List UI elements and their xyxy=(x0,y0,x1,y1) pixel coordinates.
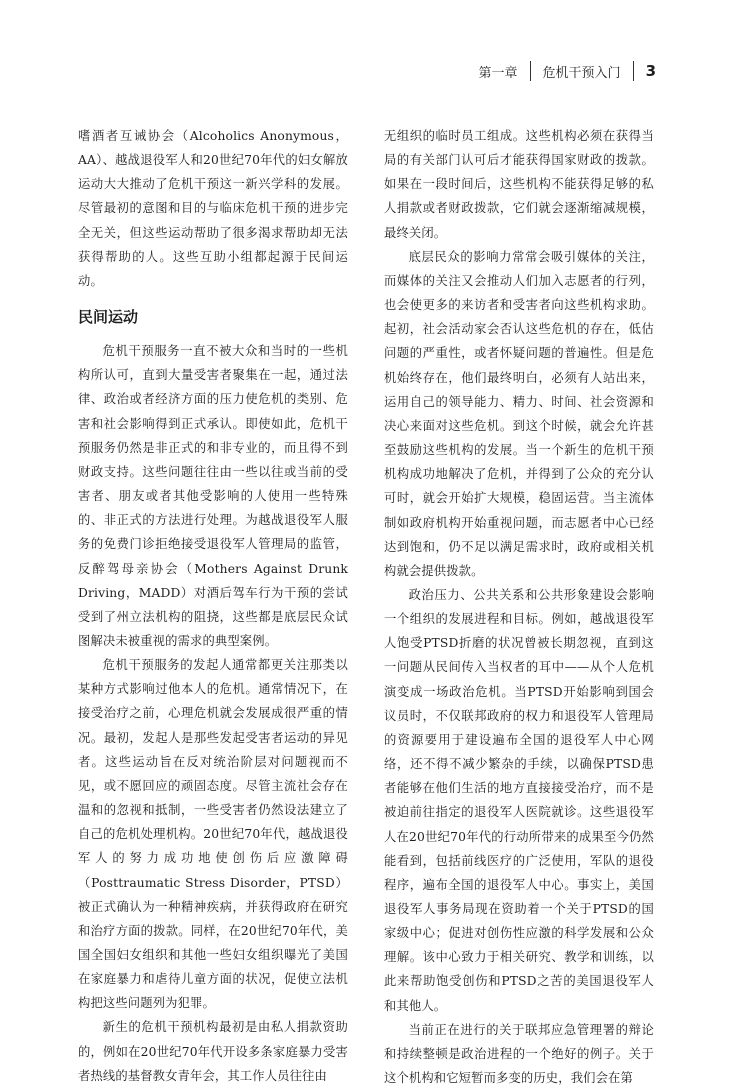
body-paragraph: 新生的危机干预机构最初是由私人捐款资助的，例如在20世纪70年代开设多条家庭暴力受害者热线的基督教女青年会，其工作人员往往由 xyxy=(78,1020,348,1083)
section-heading: 民间运动 xyxy=(78,308,139,327)
body-paragraph: 无组织的临时员工组成。这些机构必须在获得当局的有关部门认可后才能获得国家财政的拨款。如果在一段时间后，这些机构不能获得足够的私人捐款或者财政拨款，它们就会逐渐缩减规模，最终关闭。 xyxy=(384,129,654,240)
header-divider xyxy=(530,61,531,81)
left-column xyxy=(78,124,348,1088)
header-divider xyxy=(633,61,634,81)
body-paragraph: 危机干预服务一直不被大众和当时的一些机构所认可，直到大量受害者聚集在一起，通过法律、政治或者经济方面的压力使危机的类别、危害和社会影响得到正式承认。即使如此，危机干预服务仍然是非正式的和非专业的，而且得不到财政支持。这些问题往往由一些以往或当前的受害者、朋友或者其他受影响的人使用一些特殊的、非正式的方法进行处理。为越战退役军人服务的免费门诊拒绝接受退役军人管理局的监管，反醉驾母亲协会（Mothers Against Drunk Driving，MADD）对酒后驾车行为干预的尝试受到了州立法机构的阻挠，这些都是底层民众试图解决未被重视的需求的典型案例。 xyxy=(78,344,348,648)
page-number: 3 xyxy=(645,62,656,80)
chapter-label: 第一章 xyxy=(478,65,518,81)
body-paragraph: 底层民众的影响力常常会吸引媒体的关注，而媒体的关注又会推动人们加入志愿者的行列，也会使更多的来访者和受害者向这些机构求助。起初，社会活动家会否认这些危机的存在，低估问题的严重性，或者怀疑问题的普遍性。但是危机始终存在，他们最终明白，必须有人站出来，运用自己的领导能力、精力、时间、社会资源和决心来面对这些危机。到这个时候，就会允许甚至鼓励这些机构的发展。当一个新生的危机干预机构成功地解决了危机，并得到了公众的充分认可时，就会开始扩大规模，稳固运营。当主流体制如政府机构开始重视问题，而志愿者中心已经达到饱和，仍不足以满足需求时，政府或相关机构就会提供拨款。 xyxy=(384,249,654,578)
body-paragraph: 政治压力、公共关系和公共形象建设会影响一个组织的发展进程和目标。例如，越战退役军人饱受PTSD折磨的状况曾被长期忽视，直到这一问题从民间传入当权者的耳中——从个人危机演变成一场政治危机。当PTSD开始影响到国会议员时，不仅联邦政府的权力和退役军人管理局的资源要用于建设遍布全国的退役军人中心网络，还不得不减少繁杂的手续，以确保PTSD患者能够在他们生活的地方直接接受治疗，而不是被迫前往指定的退役军人医院就诊。这些退役军人在20世纪70年代的行动所带来的成果至今仍然能看到，包括前线医疗的广泛使用，军队的退役程序，遍布全国的退役军人中心。事实上，美国退役军人事务局现在资助着一个关于PTSD的国家级中心；促进对创伤性应激的科学发展和公众理解。该中心致力于相关研究、教学和训练，以此来帮助饱受创伤和PTSD之苦的美国退役军人和其他人。 xyxy=(384,587,654,1013)
right-column xyxy=(384,124,654,1090)
chapter-title: 危机干预入门 xyxy=(542,65,621,81)
running-header xyxy=(479,60,656,82)
intro-paragraph: 嗜酒者互诫协会（Alcoholics Anonymous，AA）、越战退役军人和20世纪70年代的妇女解放运动大大推动了危机干预这一新兴学科的发展。尽管最初的意图和目的与临床危机干预的进步完全无关，但这些运动帮助了很多渴求帮助却无法获得帮助的人。这些互助小组都起源于民间运动。 xyxy=(78,129,348,288)
body-paragraph: 当前正在进行的关于联邦应急管理署的辩论和持续整顿是政治进程的一个绝好的例子。关于这个机构和它短暂而多变的历史，我们会在第 xyxy=(384,1022,654,1086)
body-paragraph: 危机干预服务的发起人通常都更关注那类以某种方式影响过他本人的危机。通常情况下，在接受治疗之前，心理危机就会发展成很严重的情况。最初，发起人是那些发起受害者运动的异见者。这些运动旨在反对统治阶层对问题视而不见，或不愿回应的顽固态度。尽管主流社会存在温和的忽视和抵制，一些受害者仍然设法建立了自己的危机处理机构。20世纪70年代，越战退役军人的努力成功地使创伤后应激障碍（Posttraumatic Stress Disorder，PTSD）被正式确认为一种精神疾病，并获得政府在研究和治疗方面的拨款。同样，在20世纪70年代，美国全国妇女组织和其他一些妇女组织曝光了美国在家庭暴力和虐待儿童方面的状况，促使立法机构把这些问题列为犯罪。 xyxy=(78,658,348,1011)
